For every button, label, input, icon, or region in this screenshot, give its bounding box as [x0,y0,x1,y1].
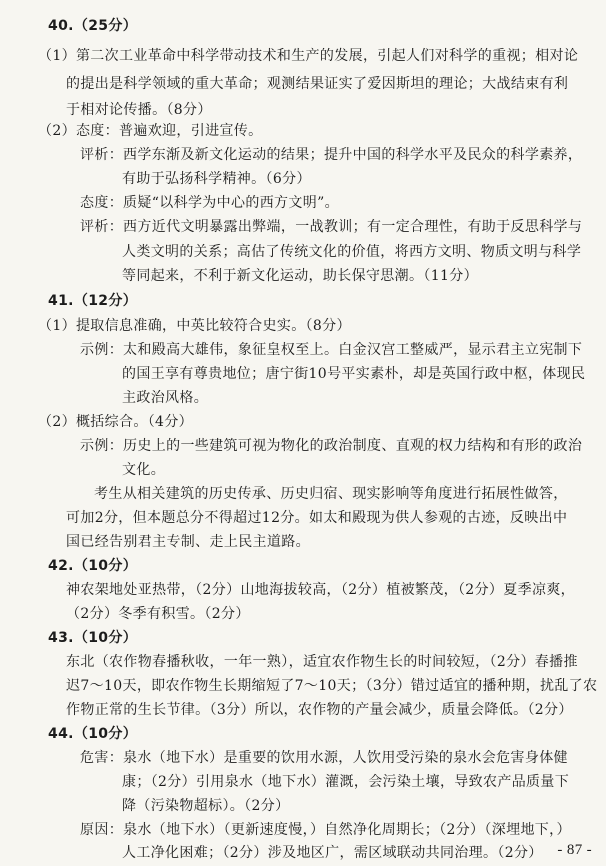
q44-heading: 44.（10分） [48,726,138,742]
q40-p2-analysis1-line2: 有助于弘扬科学精神。（6分） [122,171,311,187]
q41-example1-line1: 示例：太和殿高大雄伟，象征皇权至上。白金汉宫工整威严，显示君主立宪制下 [80,342,583,358]
q41-example1-line3: 主政治风格。 [122,390,209,406]
q41-example2-line1: 示例：历史上的一些建筑可视为物化的政治制度、直观的权力结构和有形的政治 [80,438,583,454]
q41-p2: （2）概括综合。（4分） [38,414,194,430]
q40-p2-analysis1-line1: 评析：西学东渐及新文化运动的结果；提升中国的科学水平及民众的科学素养， [80,147,583,163]
q43-line3: 作物正常的生长节律。（3分）所以，农作物的产量会减少，质量会降低。（2分） [66,702,573,718]
q44-cause-line1: 原因：泉水（地下水）（更新速度慢，）自然净化周期长；（2分）（深埋地下，） [80,822,571,838]
q40-p2-analysis2-line2: 人类文明的关系；高估了传统文化的价值，将西方文明、物质文明与科学 [122,244,582,260]
q41-heading: 41.（12分） [48,293,138,309]
q43-line2: 迟7～10天，即农作物生长期缩短了7～10天；（3分）错过适宜的播种期，扰乱了农 [66,678,598,694]
q41-note-line2: 可加2分，但本题总分不得超过12分。如太和殿现为供人参观的古迹，反映出中 [66,510,568,526]
q41-note-line3: 国已经告别君主专制、走上民主道路。 [66,534,310,550]
q43-line1: 东北（农作物春播秋收，一年一熟），适宜农作物生长的时间较短，（2分）春播推 [66,654,578,670]
q40-p1-line1: （1）第二次工业革命中科学带动技术和生产的发展，引起人们对科学的重视；相对论 [38,48,579,64]
q44-cause-line2: 人工净化困难；（2分）涉及地区广，需区域联动共同治理。（2分） [122,845,543,861]
q40-p1-line2: 的提出是科学领域的重大革命；观测结果证实了爱因斯坦的理论；大战结束有利 [66,76,569,92]
q42-heading: 42.（10分） [48,558,138,574]
q41-note-line1: 考生从相关建筑的历史传承、历史归宿、现实影响等角度进行拓展性做答， [94,486,568,502]
q40-heading: 40.（25分） [48,18,138,34]
q44-harm-line2: 康；（2分）引用泉水（地下水）灌溉，会污染土壤，导致农产品质量下 [122,774,570,790]
q40-p2-analysis2-line1: 评析：西方近代文明暴露出弊端，一战教训；有一定合理性，有助于反思科学与 [80,219,583,235]
q42-line2: （2分）冬季有积雪。（2分） [66,606,250,622]
q41-example1-line2: 的国王享有尊贵地位；唐宁街10号平实素朴，却是英国行政中枢，体现民 [122,366,586,382]
page-number: - 87 - [557,842,592,858]
q41-p1: （1）提取信息准确，中英比较符合史实。（8分） [38,318,351,334]
q40-p2-analysis2-line3: 等同起来，不利于新文化运动，助长保守思潮。（11分） [122,268,478,284]
q41-example2-line2: 文化。 [122,462,166,478]
q44-harm-line1: 危害：泉水（地下水）是重要的饮用水源，人饮用受污染的泉水会危害身体健 [80,750,568,766]
q40-p2-attitude1: （2）态度：普遍欢迎，引进宣传。 [38,123,263,139]
q42-line1: 神农架地处亚热带，（2分）山地海拔较高，（2分）植被繁茂，（2分）夏季凉爽， [66,582,576,598]
q40-p1-line3: 于相对论传播。（8分） [66,102,212,118]
q40-p2-attitude2: 态度：质疑“以科学为中心的西方文明”。 [80,195,339,211]
q43-heading: 43.（10分） [48,630,138,646]
q44-harm-line3: 降（污染物超标）。（2分） [122,798,290,814]
